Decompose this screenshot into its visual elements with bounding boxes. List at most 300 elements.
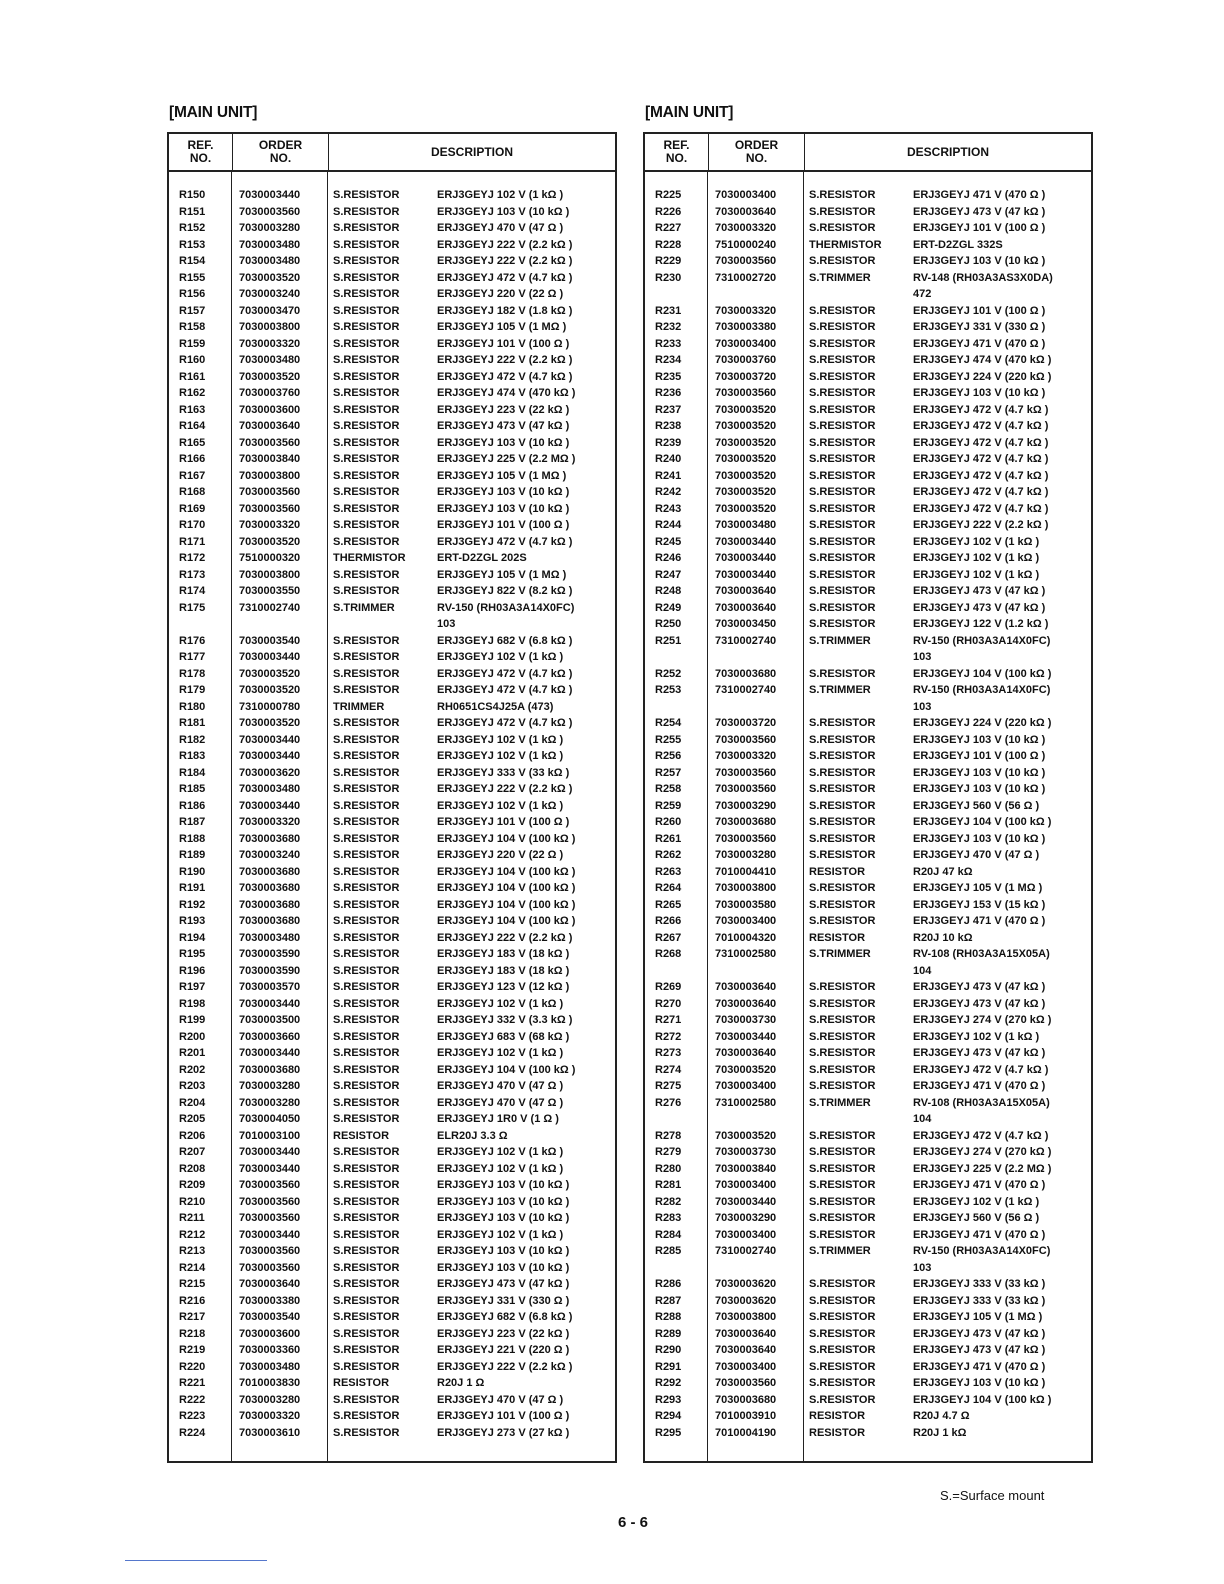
part-description [437,1309,615,1326]
table-row [645,567,1091,584]
part-type: S.RESISTOR [809,997,876,1010]
part-description [913,765,1091,782]
order-no: 7030003660 [239,1030,301,1043]
ref-no: R285 [655,1245,682,1257]
part-description-line: ERJ3GEYJ 474 V (470 kΩ ) [913,354,1052,366]
order-no: 7030003840 [715,1162,777,1175]
part-description-line: ERJ3GEYJ 103 V (10 kΩ ) [913,783,1046,795]
part-description-line: ERJ3GEYJ 472 V (4.7 kΩ ) [913,403,1049,416]
part-type: S.RESISTOR [809,832,876,845]
ref-no: R165 [179,436,206,449]
part-description [437,468,615,485]
part-description [437,1095,615,1112]
part-description-line: ERJ3GEYJ 103 V (10 kΩ ) [437,1179,570,1191]
table-row [645,1227,1091,1244]
table-row [645,418,1091,435]
order-no: 7030003560 [715,255,777,267]
part-description-line: ERJ3GEYJ 222 V (2.2 kΩ ) [437,255,573,267]
part-description-line: ERJ3GEYJ 225 V (2.2 MΩ ) [437,453,576,465]
part-type: S.RESISTOR [809,882,876,894]
part-type: S.RESISTOR [333,634,400,647]
part-type: S.RESISTOR [809,667,876,680]
table-row [645,451,1091,468]
order-no: 7030003680 [239,915,301,927]
table-row [169,781,615,798]
table-row [645,402,1091,419]
part-type: S.RESISTOR [809,387,876,399]
ref-no: R260 [655,816,682,828]
part-description [913,204,1091,221]
header-order-no [709,134,805,170]
order-no: 7030003450 [715,618,777,630]
ref-no: R160 [179,354,206,366]
part-description [913,1408,1091,1425]
part-description-line: ERJ3GEYJ 473 V (47 kΩ ) [913,205,1046,218]
table-row [645,1326,1091,1343]
table-row [645,814,1091,831]
table-row [169,1078,615,1095]
part-description [913,1326,1091,1343]
ref-no: R227 [655,222,682,234]
table-row [169,418,615,435]
part-description [913,913,1091,930]
part-description [913,1194,1091,1211]
ref-no: R178 [179,667,206,680]
table-row [645,979,1091,996]
ref-no: R238 [655,420,682,432]
part-description-line: ERJ3GEYJ 102 V (1 kΩ ) [913,552,1040,564]
part-description-line: ERJ3GEYJ 331 V (330 Ω ) [437,1294,570,1307]
table-row [169,1260,615,1277]
part-description-line: ERJ3GEYJ 153 V (15 kΩ ) [913,898,1046,911]
part-type: TRIMMER [333,700,385,713]
ref-no: R225 [655,189,682,201]
table-row [645,831,1091,848]
part-description [437,352,615,369]
order-no: 7030003560 [239,1179,301,1191]
ref-no: R254 [655,717,682,729]
part-description-line: ERJ3GEYJ 104 V (100 kΩ ) [437,832,576,845]
part-description-line: ERJ3GEYJ 103 V (10 kΩ ) [437,436,570,449]
part-description [437,303,615,320]
ref-no: R290 [655,1344,682,1356]
part-type: S.RESISTOR [809,469,876,482]
order-no: 7030003600 [239,403,301,416]
ref-no: R264 [655,882,682,894]
order-no: 7030003720 [715,370,777,383]
part-description [437,336,615,353]
part-type: S.RESISTOR [809,1360,876,1373]
table-row [169,1392,615,1409]
part-description-line: ERJ3GEYJ 222 V (2.2 kΩ ) [437,354,573,366]
order-no: 7030003800 [239,469,301,482]
part-description-line: ERJ3GEYJ 101 V (100 Ω ) [437,519,570,531]
part-type: S.RESISTOR [333,1261,400,1274]
ref-no: R204 [179,1096,206,1109]
ref-no: R232 [655,321,682,333]
right-parts-list [643,104,1093,1463]
order-no: 7030003400 [715,1080,777,1092]
part-type: S.RESISTOR [809,1327,876,1340]
table-row [645,1128,1091,1145]
ref-no: R203 [179,1080,206,1092]
part-description-line: ERJ3GEYJ 472 V (4.7 kΩ ) [437,370,573,383]
ref-no: R166 [179,453,206,465]
part-description-line: ERJ3GEYJ 274 V (270 kΩ ) [913,1014,1052,1026]
part-description-line: ERJ3GEYJ 333 V (33 kΩ ) [437,766,570,779]
order-no: 7030003280 [239,1096,301,1109]
ref-no: R229 [655,255,682,267]
table-row [169,1425,615,1442]
part-description [437,319,615,336]
part-description-line: ERJ3GEYJ 470 V (47 Ω ) [437,1096,564,1109]
part-type: S.TRIMMER [809,634,871,647]
table-row [169,534,615,551]
table-row [169,1095,615,1112]
ref-no: R258 [655,783,682,795]
ref-no: R211 [179,1212,205,1224]
section-title: [MAIN UNIT] [645,104,734,121]
part-type: S.RESISTOR [333,750,400,762]
part-type: S.RESISTOR [333,1030,400,1043]
order-no: 7030003520 [715,420,777,432]
table-row [169,1062,615,1079]
part-description [437,567,615,584]
order-no: 7030003640 [715,1327,777,1340]
ref-no: R284 [655,1228,682,1241]
part-description [437,1342,615,1359]
part-description-line: ERJ3GEYJ 471 V (470 Ω ) [913,915,1046,927]
part-description [437,418,615,435]
part-type: S.RESISTOR [809,1146,876,1158]
order-no: 7030003800 [715,1311,777,1323]
order-no: 7510000320 [239,552,301,564]
part-description [913,435,1091,452]
order-no: 7030003520 [239,535,301,548]
parts-table [643,132,1093,1463]
part-description [437,237,615,254]
part-type: S.RESISTOR [809,1278,876,1290]
table-row [645,732,1091,749]
part-description [437,1177,615,1194]
part-description [437,897,615,914]
order-no: 7030003480 [239,238,301,251]
table-row [645,1029,1091,1046]
order-no: 7030003590 [239,948,301,960]
order-no: 7030003550 [239,585,301,597]
ref-no: R286 [655,1278,682,1290]
order-no: 7030003640 [715,997,777,1010]
part-type: S.RESISTOR [809,453,876,465]
part-description [437,270,615,287]
order-no: 7030003600 [239,1327,301,1340]
table-row [169,253,615,270]
part-description [437,204,615,221]
part-description [913,451,1091,468]
table-row [645,798,1091,815]
part-type: S.RESISTOR [809,1030,876,1043]
part-description [913,633,1091,666]
part-description-line: ERJ3GEYJ 560 V (56 Ω ) [913,799,1040,812]
part-type: S.RESISTOR [333,370,400,383]
table-row [169,1359,615,1376]
part-description-line: RV-148 (RH03A3AS3X0DA) [913,271,1053,284]
part-description-line: ERT-D2ZGL 202S [437,552,527,564]
order-no: 7030003440 [715,552,777,564]
part-description-line: ERJ3GEYJ 473 V (47 kΩ ) [913,601,1046,614]
table-row [169,1326,615,1343]
ref-no: R256 [655,750,682,762]
part-type: S.RESISTOR [333,469,400,482]
order-no: 7030003540 [239,634,301,647]
table-row [169,1375,615,1392]
part-type: S.RESISTOR [809,733,876,746]
order-no: 7030003620 [715,1278,777,1290]
table-row [645,220,1091,237]
ref-no: R168 [179,486,206,498]
order-no: 7030003400 [715,1360,777,1373]
part-type: S.TRIMMER [809,948,871,960]
table-row [645,633,1091,666]
part-type: S.RESISTOR [809,189,876,201]
part-description [913,814,1091,831]
part-type: S.RESISTOR [809,750,876,762]
table-row [645,517,1091,534]
ref-no: R153 [179,238,206,251]
ref-no: R162 [179,387,206,399]
part-type: S.RESISTOR [333,882,400,894]
part-description-line: ELR20J 3.3 Ω [437,1129,508,1142]
part-description [913,369,1091,386]
part-type: S.RESISTOR [333,585,400,597]
ref-no: R291 [655,1360,682,1373]
footnote: S.=Surface mount [940,1488,1045,1503]
part-description-line: ERJ3GEYJ 104 V (100 kΩ ) [913,667,1052,680]
order-no: 7030003640 [239,420,301,432]
order-no: 7010004320 [715,931,777,944]
order-no: 7030003580 [715,898,777,911]
part-type: S.RESISTOR [333,1360,400,1373]
part-description-line: ERJ3GEYJ 682 V (6.8 kΩ ) [437,634,573,647]
part-description [913,567,1091,584]
part-description-line: ERT-D2ZGL 332S [913,238,1003,251]
part-type: S.RESISTOR [333,403,400,416]
order-no: 7030003800 [239,321,301,333]
part-description-line: ERJ3GEYJ 104 V (100 kΩ ) [437,898,576,911]
part-description [437,1111,615,1128]
header-description [329,134,615,170]
table-row [645,1095,1091,1128]
part-type: S.RESISTOR [333,1426,400,1439]
part-type: S.RESISTOR [333,667,400,680]
ref-no: R189 [179,849,206,861]
table-row [645,880,1091,897]
part-type: S.RESISTOR [333,766,400,779]
order-no: 7310002740 [715,1245,777,1257]
order-no: 7030003620 [239,766,301,779]
part-description [437,1243,615,1260]
order-no: 7030003560 [715,733,777,746]
part-description-line: ERJ3GEYJ 470 V (47 Ω ) [913,849,1040,861]
part-type: S.RESISTOR [809,568,876,581]
part-description [437,814,615,831]
table-row [169,880,615,897]
part-description [437,220,615,237]
table-row [169,1161,615,1178]
part-description-line: ERJ3GEYJ 471 V (470 Ω ) [913,189,1046,201]
part-description-line: ERJ3GEYJ 102 V (1 kΩ ) [437,651,564,663]
ref-no: R187 [179,816,206,828]
part-description [913,616,1091,633]
order-no: 7030003730 [715,1014,777,1026]
table-row [645,303,1091,320]
part-description [437,253,615,270]
part-type: S.RESISTOR [333,1080,400,1092]
order-no: 7030003560 [715,387,777,399]
table-row [645,352,1091,369]
table-row [645,253,1091,270]
order-no: 7030003560 [239,486,301,498]
ref-no: R212 [179,1228,206,1241]
ref-no: R262 [655,849,682,861]
order-no: 7030003560 [239,205,301,218]
order-no: 7030003520 [715,486,777,498]
ref-no: R181 [179,717,206,729]
part-description [913,781,1091,798]
ref-no: R180 [179,700,206,713]
ref-no: R209 [179,1179,206,1191]
part-description-line: ERJ3GEYJ 473 V (47 kΩ ) [913,1344,1046,1356]
table-row [645,996,1091,1013]
table-row [169,369,615,386]
part-description [437,666,615,683]
table-row [645,930,1091,947]
part-type: S.RESISTOR [333,271,400,284]
table-row [169,715,615,732]
ref-no: R270 [655,997,682,1010]
order-no: 7030003680 [239,832,301,845]
ref-no: R242 [655,486,682,498]
ref-no: R222 [179,1393,206,1406]
part-type: S.RESISTOR [809,205,876,218]
part-description [437,1425,615,1442]
part-description-line: ERJ3GEYJ 473 V (47 kΩ ) [437,1278,570,1290]
section-title: [MAIN UNIT] [169,104,258,121]
part-description-line: ERJ3GEYJ 472 V (4.7 kΩ ) [913,469,1049,482]
part-description [913,666,1091,683]
part-description-line: ERJ3GEYJ 103 V (10 kΩ ) [437,1245,570,1257]
order-no: 7030003680 [239,882,301,894]
ref-no: R210 [179,1195,206,1208]
ref-no: R248 [655,585,682,597]
part-description [913,682,1091,715]
table-row [645,715,1091,732]
part-type: S.RESISTOR [333,1245,400,1257]
ref-no: R271 [655,1014,682,1026]
ref-no: R293 [655,1393,682,1406]
part-description-line: ERJ3GEYJ 123 V (12 kΩ ) [437,981,570,993]
table-row [169,583,615,600]
part-description [437,979,615,996]
ref-no: R247 [655,568,682,581]
part-type: S.RESISTOR [809,1047,876,1059]
part-description-line: ERJ3GEYJ 103 V (10 kΩ ) [437,1195,570,1208]
part-description-line: ERJ3GEYJ 183 V (18 kΩ ) [437,948,570,960]
part-type: S.RESISTOR [809,486,876,498]
part-description-line: ERJ3GEYJ 331 V (330 Ω ) [913,321,1046,333]
part-description [437,699,615,716]
table-row [645,1408,1091,1425]
order-no: 7030003640 [715,601,777,614]
part-type: S.RESISTOR [809,304,876,317]
table-row [169,1194,615,1211]
order-no: 7030003320 [715,750,777,762]
ref-no: R199 [179,1014,206,1026]
table-row [169,451,615,468]
part-description-line: ERJ3GEYJ 220 V (22 Ω ) [437,288,564,300]
part-type: S.RESISTOR [333,519,400,531]
ref-no: R275 [655,1080,682,1092]
table-row [645,369,1091,386]
part-description-line: ERJ3GEYJ 101 V (100 Ω ) [437,337,570,350]
ref-no: R196 [179,964,206,977]
part-type: S.RESISTOR [809,601,876,614]
part-type: S.RESISTOR [809,849,876,861]
part-description [437,649,615,666]
table-row [169,352,615,369]
table-row [169,979,615,996]
order-no: 7310002740 [239,601,301,614]
order-no: 7030003520 [715,1063,777,1076]
order-no: 7030003280 [715,849,777,861]
part-description-line: ERJ3GEYJ 220 V (22 Ω ) [437,849,564,861]
part-type: THERMISTOR [809,238,882,251]
part-description [913,1309,1091,1326]
part-type: S.RESISTOR [333,304,400,317]
table-row [169,814,615,831]
part-description-line: ERJ3GEYJ 183 V (18 kΩ ) [437,964,570,977]
part-description [913,1392,1091,1409]
part-description-line: RV-150 (RH03A3A14X0FC) [913,684,1051,696]
ref-no: R169 [179,502,206,515]
part-type: S.RESISTOR [809,1179,876,1191]
ref-no: R177 [179,651,206,663]
part-description-line: RV-150 (RH03A3A14X0FC) [437,601,575,614]
part-description [913,517,1091,534]
part-description-line: ERJ3GEYJ 473 V (47 kΩ ) [913,1047,1046,1059]
part-type: S.TRIMMER [809,1096,871,1109]
part-type: S.RESISTOR [809,321,876,333]
part-description [913,385,1091,402]
ref-no: R241 [655,469,682,482]
order-no: 7030003440 [715,1030,777,1043]
part-description-line: ERJ3GEYJ 472 V (4.7 kΩ ) [913,486,1049,498]
part-description [437,1012,615,1029]
part-description [437,286,615,303]
order-no: 7030003560 [239,1261,301,1274]
table-row [169,303,615,320]
table-row [645,1177,1091,1194]
order-no: 7030003560 [239,1195,301,1208]
part-description-line: ERJ3GEYJ 473 V (47 kΩ ) [437,420,570,432]
order-no: 7030003760 [715,354,777,366]
part-type: RESISTOR [333,1377,390,1389]
part-description [437,913,615,930]
part-type: S.RESISTOR [809,915,876,927]
table-row [645,847,1091,864]
order-no: 7310002580 [715,1096,777,1109]
ref-no: R282 [655,1195,682,1208]
